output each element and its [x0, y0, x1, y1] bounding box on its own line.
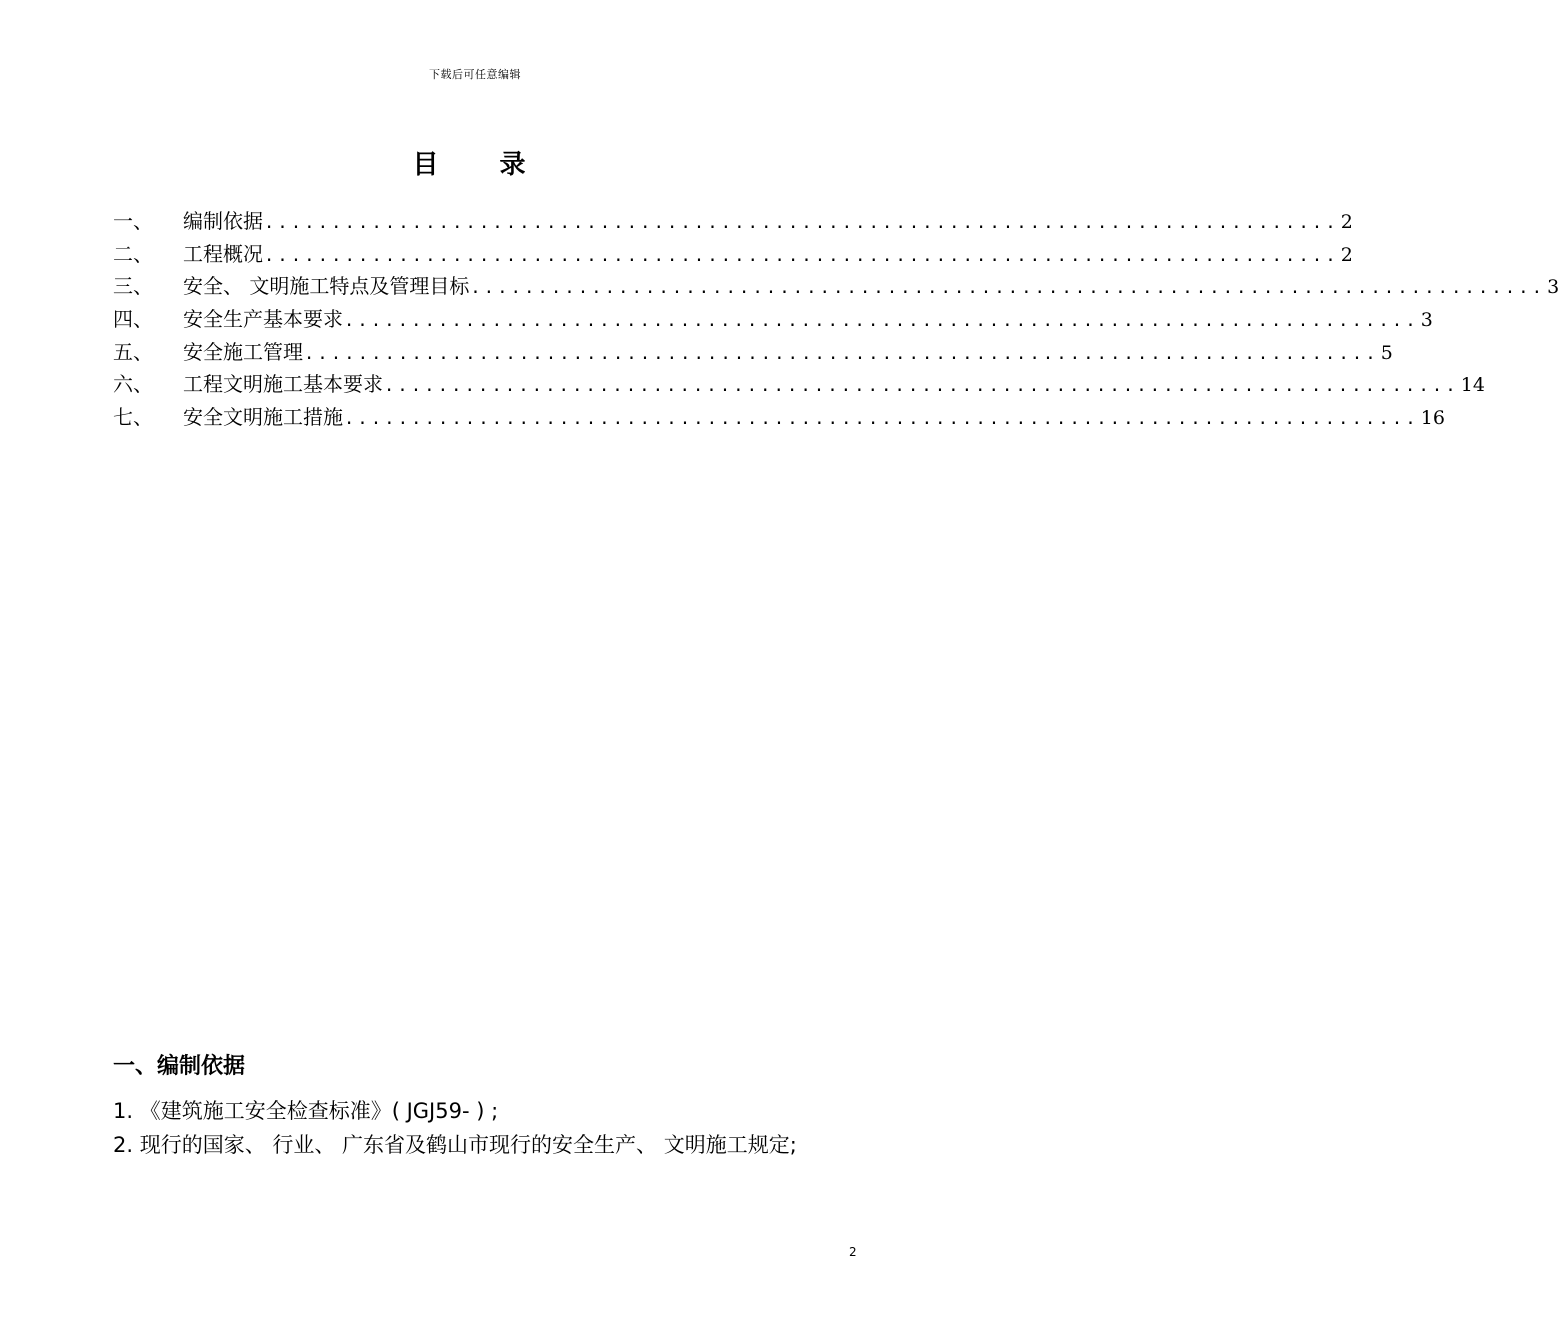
toc-dot-leader: ................................................................................: [304, 343, 1379, 364]
toc-entry-title: 安全生产基本要求: [183, 307, 343, 332]
toc-entry-page: 16: [1420, 407, 1445, 430]
table-of-contents: [113, 205, 1559, 434]
toc-entry-title: 工程文明施工基本要求: [183, 372, 383, 397]
toc-entry-number: 三、: [113, 274, 153, 299]
toc-entry-title: 编制依据: [183, 209, 263, 233]
page-number: 2: [849, 1245, 857, 1259]
toc-entry[interactable]: [113, 205, 1353, 238]
toc-entry[interactable]: [113, 368, 1485, 401]
toc-entry-title: 工程概况: [183, 241, 263, 266]
section-heading: 一、编制依据: [113, 1054, 246, 1079]
toc-entry[interactable]: [113, 238, 1353, 271]
toc-dot-leader: ................................................................................: [470, 278, 1546, 299]
toc-entry-title: 安全文明施工措施: [183, 405, 343, 430]
toc-entry-number: 二、: [113, 241, 153, 266]
toc-entry-number: 四、: [113, 307, 153, 332]
section-paragraph: 1. 《建筑施工安全检查标准》( JGJ59- ) ;: [113, 1099, 499, 1123]
toc-entry[interactable]: [113, 336, 1393, 369]
toc-entry-title: 安全施工管理: [183, 339, 303, 364]
toc-dot-leader: ................................................................................: [384, 376, 1459, 397]
toc-dot-leader: ................................................................................: [264, 245, 1339, 266]
toc-entry-number: 五、: [113, 339, 153, 364]
page-header-note: 下载后可任意编辑: [429, 68, 521, 81]
toc-dot-leader: ................................................................................: [264, 213, 1339, 233]
toc-entry-number: 七、: [113, 405, 153, 430]
toc-entry[interactable]: [113, 270, 1559, 303]
toc-entry-page: 3: [1420, 309, 1433, 332]
toc-entry-number: 一、: [113, 209, 153, 233]
toc-entry-page: 14: [1460, 374, 1485, 397]
toc-entry-page: 5: [1380, 341, 1393, 364]
section-paragraph: 2. 现行的国家、 行业、 广东省及鹤山市现行的安全生产、 文明施工规定;: [113, 1133, 797, 1157]
toc-title: 目 录: [412, 150, 552, 180]
toc-dot-leader: ................................................................................: [344, 409, 1419, 430]
toc-entry-page: 2: [1340, 243, 1353, 266]
toc-entry-title: 安全、 文明施工特点及管理目标: [183, 274, 470, 299]
toc-entry-number: 六、: [113, 372, 153, 397]
toc-entry-page: 2: [1340, 211, 1353, 233]
toc-entry-page: 3: [1547, 276, 1559, 299]
toc-dot-leader: ................................................................................: [344, 311, 1419, 332]
toc-entry[interactable]: [113, 401, 1445, 434]
toc-entry[interactable]: [113, 303, 1433, 336]
